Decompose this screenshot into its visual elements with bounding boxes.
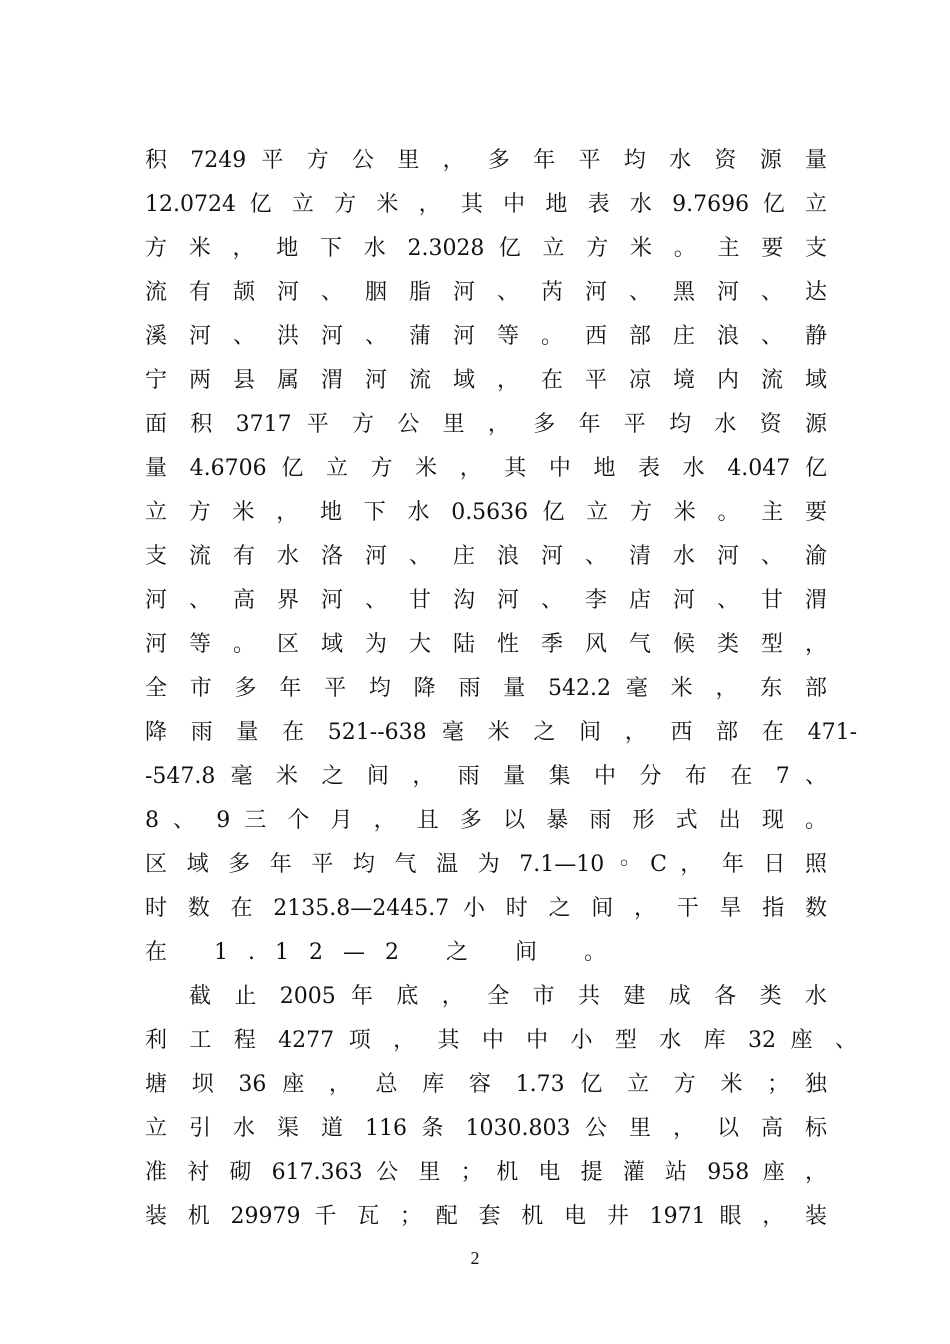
text-line: 支 流 有 水 洛 河 、 庄 浪 河 、 清 水 河 、 渝 <box>145 544 827 569</box>
text-line: 河 等 。 区 域 为 大 陆 性 季 风 气 候 类 型 ， <box>145 632 827 657</box>
text-line: 降 雨 量 在 521--638 毫 米 之 间 ， 西 部 在 471- <box>145 720 857 745</box>
paragraph-first-line: 截 止 2005 年 底 ， 全 市 共 建 成 各 类 水 <box>189 984 827 1009</box>
text-line: 全 市 多 年 平 均 降 雨 量 542.2 毫 米 ， 东 部 <box>145 676 827 701</box>
text-line: 准 衬 砌 617.363 公 里 ； 机 电 提 灌 站 958 座 ， <box>145 1160 827 1185</box>
text-line: 河 、 高 界 河 、 甘 沟 河 、 李 店 河 、 甘 渭 <box>145 588 827 613</box>
text-line: 8 、 9 三 个 月 ， 且 多 以 暴 雨 形 式 出 现 。 <box>145 808 827 833</box>
text-line: 立 方 米 ， 地 下 水 0.5636 亿 立 方 米 。 主 要 <box>145 500 827 525</box>
text-line: 量 4.6706 亿 立 方 米 ， 其 中 地 表 水 4.047 亿 <box>145 456 827 481</box>
text-line: 时 数 在 2135.8—2445.7 小 时 之 间 ， 干 旱 指 数 <box>145 896 827 921</box>
text-line: 溪 河 、 洪 河 、 蒲 河 等 。 西 部 庄 浪 、 静 <box>145 324 827 349</box>
text-line: 立 引 水 渠 道 116 条 1030.803 公 里 ， 以 高 标 <box>145 1116 827 1141</box>
text-line: 面 积 3717 平 方 公 里 ， 多 年 平 均 水 资 源 <box>145 412 827 437</box>
text-line: 装 机 29979 千 瓦 ； 配 套 机 电 井 1971 眼 ， 装 <box>145 1204 827 1229</box>
text-line: 12.0724 亿 立 方 米 ， 其 中 地 表 水 9.7696 亿 立 <box>145 192 827 217</box>
text-line: 利 工 程 4277 项 ， 其 中 中 小 型 水 库 32 座 、 <box>145 1028 857 1053</box>
page-number: 2 <box>470 1248 480 1268</box>
text-line: 区 域 多 年 平 均 气 温 为 7.1—10 ◦ C ， 年 日 照 <box>145 852 827 877</box>
text-line: 塘 坝 36 座 ， 总 库 容 1.73 亿 立 方 米 ； 独 <box>145 1072 827 1097</box>
text-line: -547.8 毫 米 之 间 ， 雨 量 集 中 分 布 在 7 、 <box>145 764 827 789</box>
text-line: 积 7249 平 方 公 里 ， 多 年 平 均 水 资 源 量 <box>145 148 827 173</box>
text-line: 方 米 ， 地 下 水 2.3028 亿 立 方 米 。 主 要 支 <box>145 236 827 261</box>
text-line: 在 1.12—2 之 间 。 <box>145 940 626 965</box>
text-line: 宁 两 县 属 渭 河 流 域 ， 在 平 凉 境 内 流 域 <box>145 368 827 393</box>
text-line: 流 有 颉 河 、 胭 脂 河 、 芮 河 、 黑 河 、 达 <box>145 280 827 305</box>
